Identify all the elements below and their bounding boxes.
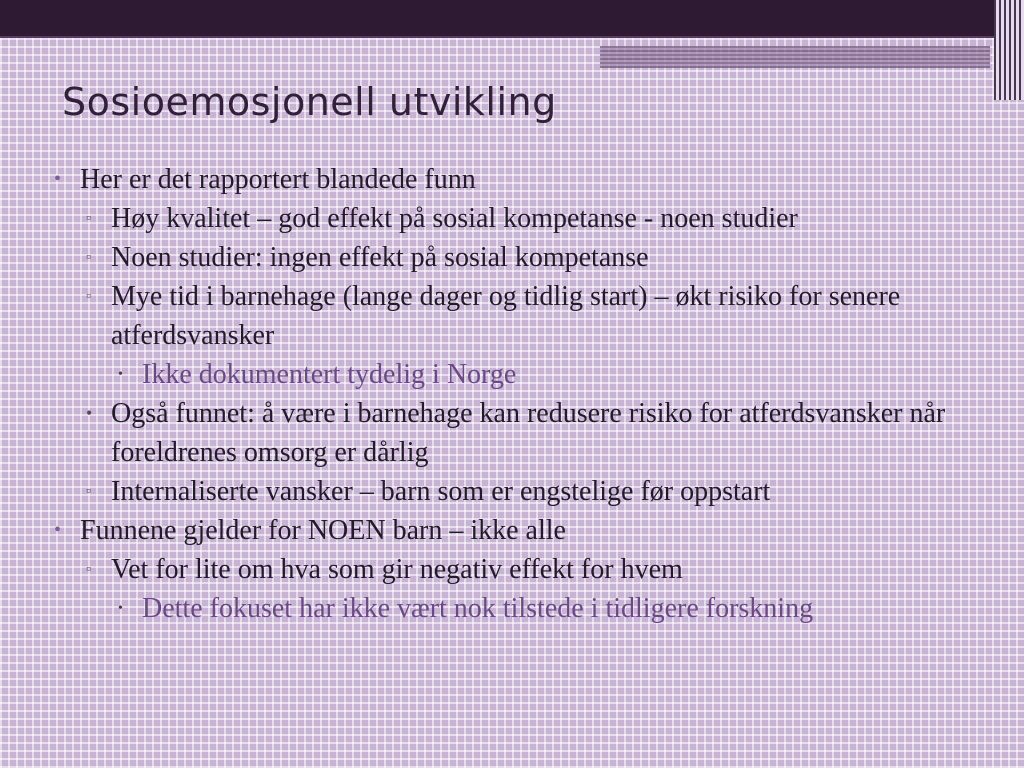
bullet-text: Funnene gjelder for NOEN barn – ikke alle <box>80 515 566 546</box>
slide-body <box>0 160 1000 628</box>
bullet-text: Vet for lite om hva som gir negativ effekt for hvem <box>111 554 683 585</box>
bullet-text: Dette fokuset har ikke vært nok tilstede i tidligere forskning <box>142 593 814 624</box>
bullet-square-icon: ▫ <box>86 211 91 226</box>
bullet-item <box>0 394 1000 472</box>
bullet-item <box>0 238 1000 277</box>
bullet-square-icon: ▫ <box>86 250 91 265</box>
bullet-text: Også funnet: å være i barnehage kan redusere risiko for atferdsvansker når foreldrenes omsorg er dårlig <box>111 398 946 468</box>
bullet-dot-icon: • <box>54 168 62 190</box>
bullet-dot-icon: • <box>86 403 93 423</box>
bullet-dot-icon: • <box>118 601 123 616</box>
bullet-text: Internaliserte vansker – barn som er engstelige før oppstart <box>111 476 771 507</box>
bullet-item <box>0 160 1000 199</box>
bullet-item <box>0 550 1000 589</box>
bullet-item <box>0 277 1000 355</box>
bullet-item <box>0 511 1000 550</box>
bullet-item <box>0 589 1000 628</box>
bullet-square-icon: ▫ <box>86 484 91 499</box>
bullet-item <box>0 355 1000 394</box>
bullet-text: Høy kvalitet – god effekt på sosial kompetanse - noen studier <box>111 203 798 234</box>
bullet-square-icon: ▫ <box>86 562 91 577</box>
corner-decoration <box>994 0 1024 100</box>
top-banner <box>0 0 1000 36</box>
bullet-dot-icon: • <box>118 367 123 382</box>
bullet-item <box>0 199 1000 238</box>
bullet-text: Mye tid i barnehage (lange dager og tidlig start) – økt risiko for senere atferdsvansker <box>111 281 901 351</box>
bullet-dot-icon: • <box>54 519 62 541</box>
bullet-text: Noen studier: ingen effekt på sosial kompetanse <box>111 242 649 273</box>
bullet-text: Ikke dokumentert tydelig i Norge <box>142 359 517 390</box>
bullet-item <box>0 472 1000 511</box>
bullet-square-icon: ▫ <box>86 289 91 304</box>
banner-accent-stripe <box>600 46 990 68</box>
slide-title: Sosioemosjonell utvikling <box>62 80 557 124</box>
bullet-text: Her er det rapportert blandede funn <box>80 164 476 195</box>
